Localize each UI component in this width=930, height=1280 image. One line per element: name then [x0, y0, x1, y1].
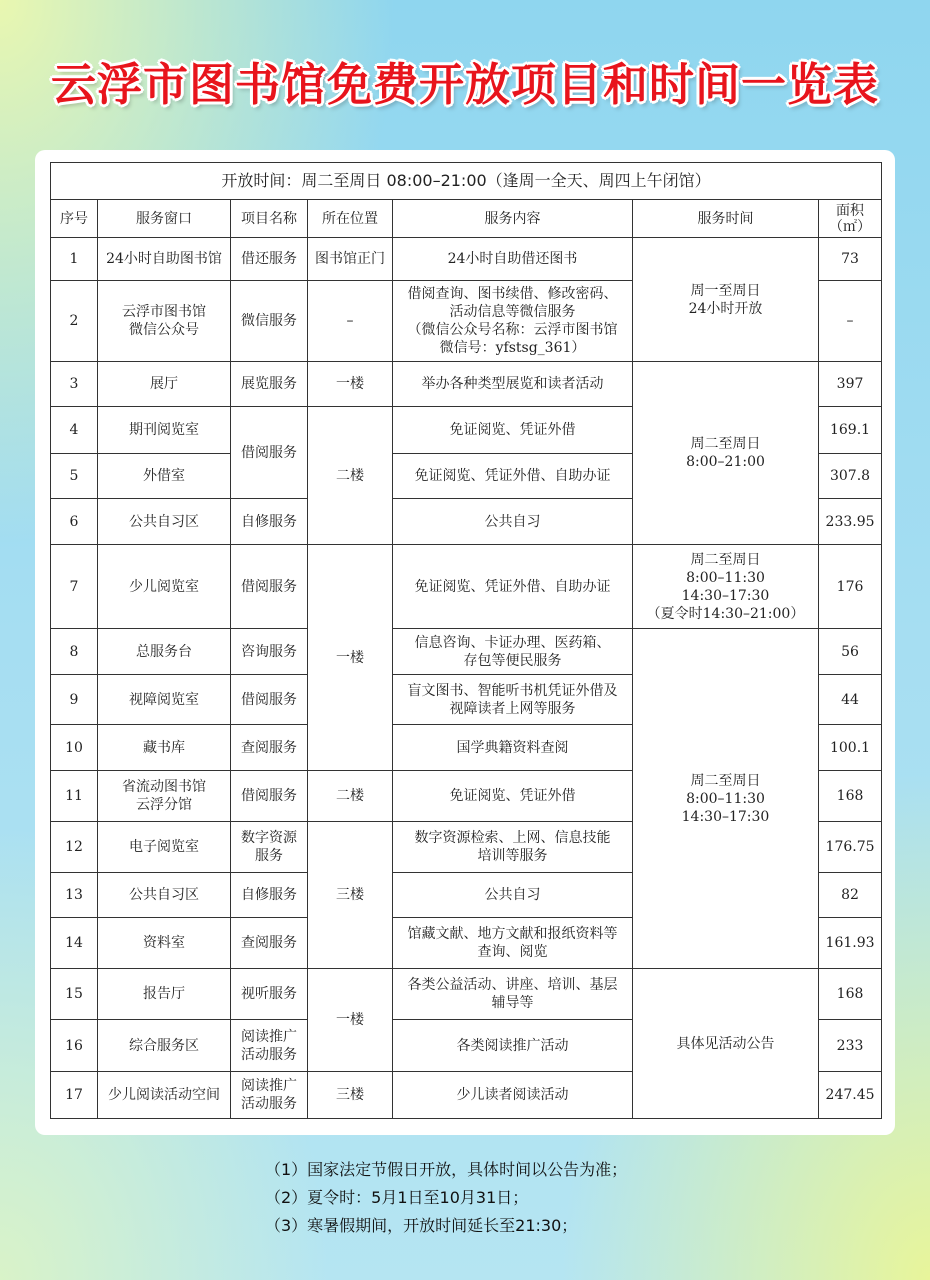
cell-window: [98, 362, 231, 407]
cell-line: 期刊阅览室: [129, 422, 199, 438]
cell-line: 14:30–17:30: [681, 808, 770, 825]
cell-area: 44: [819, 675, 882, 725]
cell-window: [98, 725, 231, 771]
cell-line: 微信公众号: [129, 322, 199, 338]
cell-window: [98, 407, 231, 454]
cell-line: 公共自习: [484, 513, 541, 530]
cell-item: [231, 918, 308, 969]
cell-line: 公共自习: [484, 887, 541, 903]
cell-time: [633, 969, 819, 1119]
cell-no: 8: [51, 629, 98, 675]
cell-line: 二楼: [336, 467, 364, 484]
cell-line: 各类公益活动、讲座、培训、基层: [407, 977, 618, 993]
cell-line: 图书馆正门: [315, 251, 385, 267]
cell-area: 233: [819, 1020, 882, 1072]
note: （1）国家法定节假日开放，具体时间以公告为准；: [265, 1160, 628, 1179]
cell-content: [393, 675, 633, 725]
cell-item: [231, 629, 308, 675]
header-item: 项目名称: [231, 200, 308, 238]
cell-line: 少儿阅读活动空间: [108, 1087, 220, 1103]
cell-area: 100.1: [819, 725, 882, 771]
cell-line: 8:00–11:30: [686, 790, 765, 807]
cell-no: 6: [51, 499, 98, 545]
cell-area: 176: [819, 545, 882, 629]
header-window: 服务窗口: [98, 200, 231, 238]
opening-hours: 开放时间：周二至周日 08:00–21:00（逢周一全天、周四上午闭馆）: [51, 163, 882, 200]
cell-line: 馆藏文献、地方文献和报纸资料等: [407, 926, 618, 942]
cell-line: 综合服务区: [129, 1037, 199, 1054]
cell-no: 16: [51, 1020, 98, 1072]
cell-item: [231, 407, 308, 499]
cell-area: 247.45: [819, 1072, 882, 1119]
cell-line: 周二至周日: [690, 551, 761, 568]
cell-window: [98, 545, 231, 629]
cell-line: （微信公众号名称：云浮市图书馆: [407, 322, 618, 338]
table-row: [51, 238, 882, 281]
cell-item: [231, 725, 308, 771]
cell-item: [231, 362, 308, 407]
cell-line: 视障读者上网等服务: [449, 700, 576, 717]
cell-line: 一楼: [336, 1012, 364, 1028]
cell-line: 培训等服务: [477, 848, 548, 864]
cell-area: –: [819, 281, 882, 362]
cell-line: 24小时开放: [688, 300, 763, 317]
cell-area: 307.8: [819, 454, 882, 499]
cell-window: [98, 454, 231, 499]
header-time: 服务时间: [633, 200, 819, 238]
cell-line: 存包等便民服务: [463, 652, 562, 669]
cell-content: [393, 873, 633, 918]
cell-content: [393, 725, 633, 771]
cell-location: [308, 1072, 393, 1119]
cell-line: 电子阅览室: [129, 839, 199, 855]
cell-content: [393, 1020, 633, 1072]
cell-line: 少儿读者阅读活动: [456, 1087, 569, 1103]
cell-line: 自修服务: [241, 887, 297, 903]
header-content: 服务内容: [393, 200, 633, 238]
cell-window: [98, 1020, 231, 1072]
cell-area: 168: [819, 771, 882, 822]
cell-content: [393, 1072, 633, 1119]
cell-line: 总服务台: [136, 643, 192, 660]
cell-line: 活动信息等微信服务: [449, 304, 576, 320]
cell-line: 借阅服务: [241, 444, 297, 461]
cell-window: [98, 1072, 231, 1119]
cell-line: 活动服务: [241, 1096, 297, 1112]
cell-line: 一楼: [336, 649, 364, 666]
cell-line: 14:30–17:30: [681, 587, 770, 604]
cell-line: 举办各种类型展览和读者活动: [421, 376, 604, 392]
cell-no: 17: [51, 1072, 98, 1119]
cell-line: 藏书库: [143, 739, 185, 756]
cell-line: 8:00–21:00: [686, 454, 765, 470]
cell-content: [393, 281, 633, 362]
cell-line: 具体见活动公告: [676, 1035, 775, 1052]
cell-line: 免证阅览、凭证外借: [449, 422, 576, 438]
cell-location: [308, 362, 393, 407]
cell-line: 免证阅览、凭证外借、自助办证: [414, 468, 611, 484]
cell-line: 公共自习区: [129, 513, 199, 530]
cell-line: 借阅服务: [241, 788, 297, 804]
cell-no: 14: [51, 918, 98, 969]
cell-window: [98, 969, 231, 1020]
cell-line: 微信号：yfstsg_361）: [439, 340, 586, 356]
cell-line: 公共自习区: [129, 887, 199, 903]
cell-no: 5: [51, 454, 98, 499]
cell-window: [98, 822, 231, 873]
header-no: 序号: [51, 200, 98, 238]
cell-content: [393, 454, 633, 499]
cell-line: 借阅查询、图书续借、修改密码、: [407, 286, 618, 302]
cell-window: [98, 629, 231, 675]
cell-line: 盲文图书、智能听书机凭证外借及: [407, 682, 618, 699]
cell-no: 10: [51, 725, 98, 771]
cell-line: 查询、阅览: [477, 944, 548, 960]
cell-item: [231, 1020, 308, 1072]
cell-area: 82: [819, 873, 882, 918]
cell-line: 数字资源检索、上网、信息技能: [414, 830, 611, 846]
cell-location: [308, 545, 393, 771]
note: （3）寒暑假期间，开放时间延长至21:30；: [265, 1216, 578, 1235]
cell-area: 176.75: [819, 822, 882, 873]
cell-window: [98, 675, 231, 725]
cell-no: 3: [51, 362, 98, 407]
cell-no: 2: [51, 281, 98, 362]
cell-line: –: [346, 313, 354, 329]
table-row: [51, 362, 882, 407]
cell-item: [231, 873, 308, 918]
cell-location: [308, 407, 393, 545]
cell-content: [393, 362, 633, 407]
header-row: [51, 200, 882, 238]
cell-content: [393, 238, 633, 281]
cell-no: 15: [51, 969, 98, 1020]
cell-line: 三楼: [336, 1087, 364, 1103]
cell-line: 服务: [255, 848, 283, 864]
cell-line: 展览服务: [241, 376, 297, 392]
cell-window: [98, 771, 231, 822]
cell-item: [231, 238, 308, 281]
page-title: 云浮市图书馆免费开放项目和时间一览表: [50, 58, 879, 111]
cell-line: 自修服务: [241, 513, 297, 530]
cell-line: 查阅服务: [241, 935, 297, 951]
cell-location: [308, 969, 393, 1072]
cell-time: [633, 545, 819, 629]
cell-item: [231, 545, 308, 629]
cell-time: [633, 629, 819, 969]
cell-time: [633, 362, 819, 545]
cell-item: [231, 281, 308, 362]
cell-content: [393, 545, 633, 629]
cell-no: 7: [51, 545, 98, 629]
cell-area: 233.95: [819, 499, 882, 545]
cell-line: 三楼: [336, 887, 364, 903]
cell-no: 4: [51, 407, 98, 454]
service-schedule-table: [50, 162, 882, 1119]
cell-content: [393, 629, 633, 675]
cell-no: 9: [51, 675, 98, 725]
cell-location: [308, 771, 393, 822]
cell-line: 周一至周日: [690, 282, 761, 299]
cell-line: 云浮市图书馆: [122, 304, 206, 320]
cell-line: 少儿阅览室: [129, 578, 199, 595]
cell-content: [393, 822, 633, 873]
header-location: 所在位置: [308, 200, 393, 238]
cell-line: 二楼: [336, 788, 364, 804]
cell-window: [98, 499, 231, 545]
cell-line: 展厅: [150, 376, 178, 392]
cell-line: 一楼: [336, 376, 364, 392]
cell-line: 借还服务: [241, 251, 297, 267]
cell-no: 12: [51, 822, 98, 873]
cell-content: [393, 771, 633, 822]
cell-line: 阅读推广: [241, 1028, 297, 1045]
cell-line: （夏令时14:30–21:00）: [646, 605, 805, 622]
cell-window: [98, 918, 231, 969]
cell-line: 免证阅览、凭证外借、自助办证: [414, 578, 611, 595]
cell-line: 活动服务: [241, 1046, 297, 1063]
table-row: [51, 545, 882, 629]
note: （2）夏令时：5月1日至10月31日；: [265, 1188, 529, 1207]
cell-location: [308, 281, 393, 362]
cell-line: 查阅服务: [241, 739, 297, 756]
cell-area: 73: [819, 238, 882, 281]
cell-line: 咨询服务: [241, 643, 297, 660]
cell-line: 资料室: [143, 935, 185, 951]
cell-area: 397: [819, 362, 882, 407]
cell-content: [393, 407, 633, 454]
cell-no: 1: [51, 238, 98, 281]
cell-line: 数字资源: [241, 830, 297, 846]
cell-line: 8:00–11:30: [686, 569, 765, 586]
cell-line: 借阅服务: [241, 578, 297, 595]
cell-content: [393, 918, 633, 969]
cell-area: 169.1: [819, 407, 882, 454]
cell-no: 11: [51, 771, 98, 822]
cell-line: 国学典籍资料查阅: [456, 739, 569, 756]
cell-line: 周二至周日: [690, 436, 761, 452]
cell-line: 阅读推广: [241, 1078, 297, 1094]
cell-window: [98, 873, 231, 918]
cell-item: [231, 1072, 308, 1119]
cell-line: 微信服务: [241, 313, 297, 329]
cell-line: 各类阅读推广活动: [456, 1037, 569, 1054]
cell-area: 168: [819, 969, 882, 1020]
cell-line: 视障阅览室: [129, 691, 199, 708]
cell-item: [231, 969, 308, 1020]
table-row: [51, 969, 882, 1020]
cell-content: [393, 969, 633, 1020]
table-row: [51, 629, 882, 675]
cell-window: [98, 238, 231, 281]
cell-line: 信息咨询、卡证办理、医药箱、: [414, 634, 611, 651]
cell-item: [231, 499, 308, 545]
cell-line: 24小时自助借还图书: [447, 251, 578, 267]
cell-line: 周二至周日: [690, 772, 761, 789]
cell-time: [633, 238, 819, 362]
cell-item: [231, 822, 308, 873]
header-area: 面积（㎡）: [819, 200, 882, 238]
cell-window: [98, 281, 231, 362]
cell-line: 外借室: [143, 468, 185, 484]
cell-line: 辅导等: [491, 995, 534, 1011]
notes: [265, 1156, 627, 1240]
cell-line: 免证阅览、凭证外借: [449, 788, 576, 804]
cell-area: 161.93: [819, 918, 882, 969]
cell-no: 13: [51, 873, 98, 918]
cell-area: 56: [819, 629, 882, 675]
cell-item: [231, 771, 308, 822]
cell-line: 省流动图书馆: [122, 779, 206, 795]
cell-line: 视听服务: [241, 986, 297, 1002]
cell-item: [231, 675, 308, 725]
cell-line: 云浮分馆: [136, 797, 192, 813]
cell-line: 报告厅: [143, 986, 185, 1002]
cell-location: [308, 822, 393, 969]
cell-content: [393, 499, 633, 545]
cell-line: 24小时自助图书馆: [106, 251, 222, 267]
cell-location: [308, 238, 393, 281]
cell-line: 借阅服务: [241, 691, 297, 708]
